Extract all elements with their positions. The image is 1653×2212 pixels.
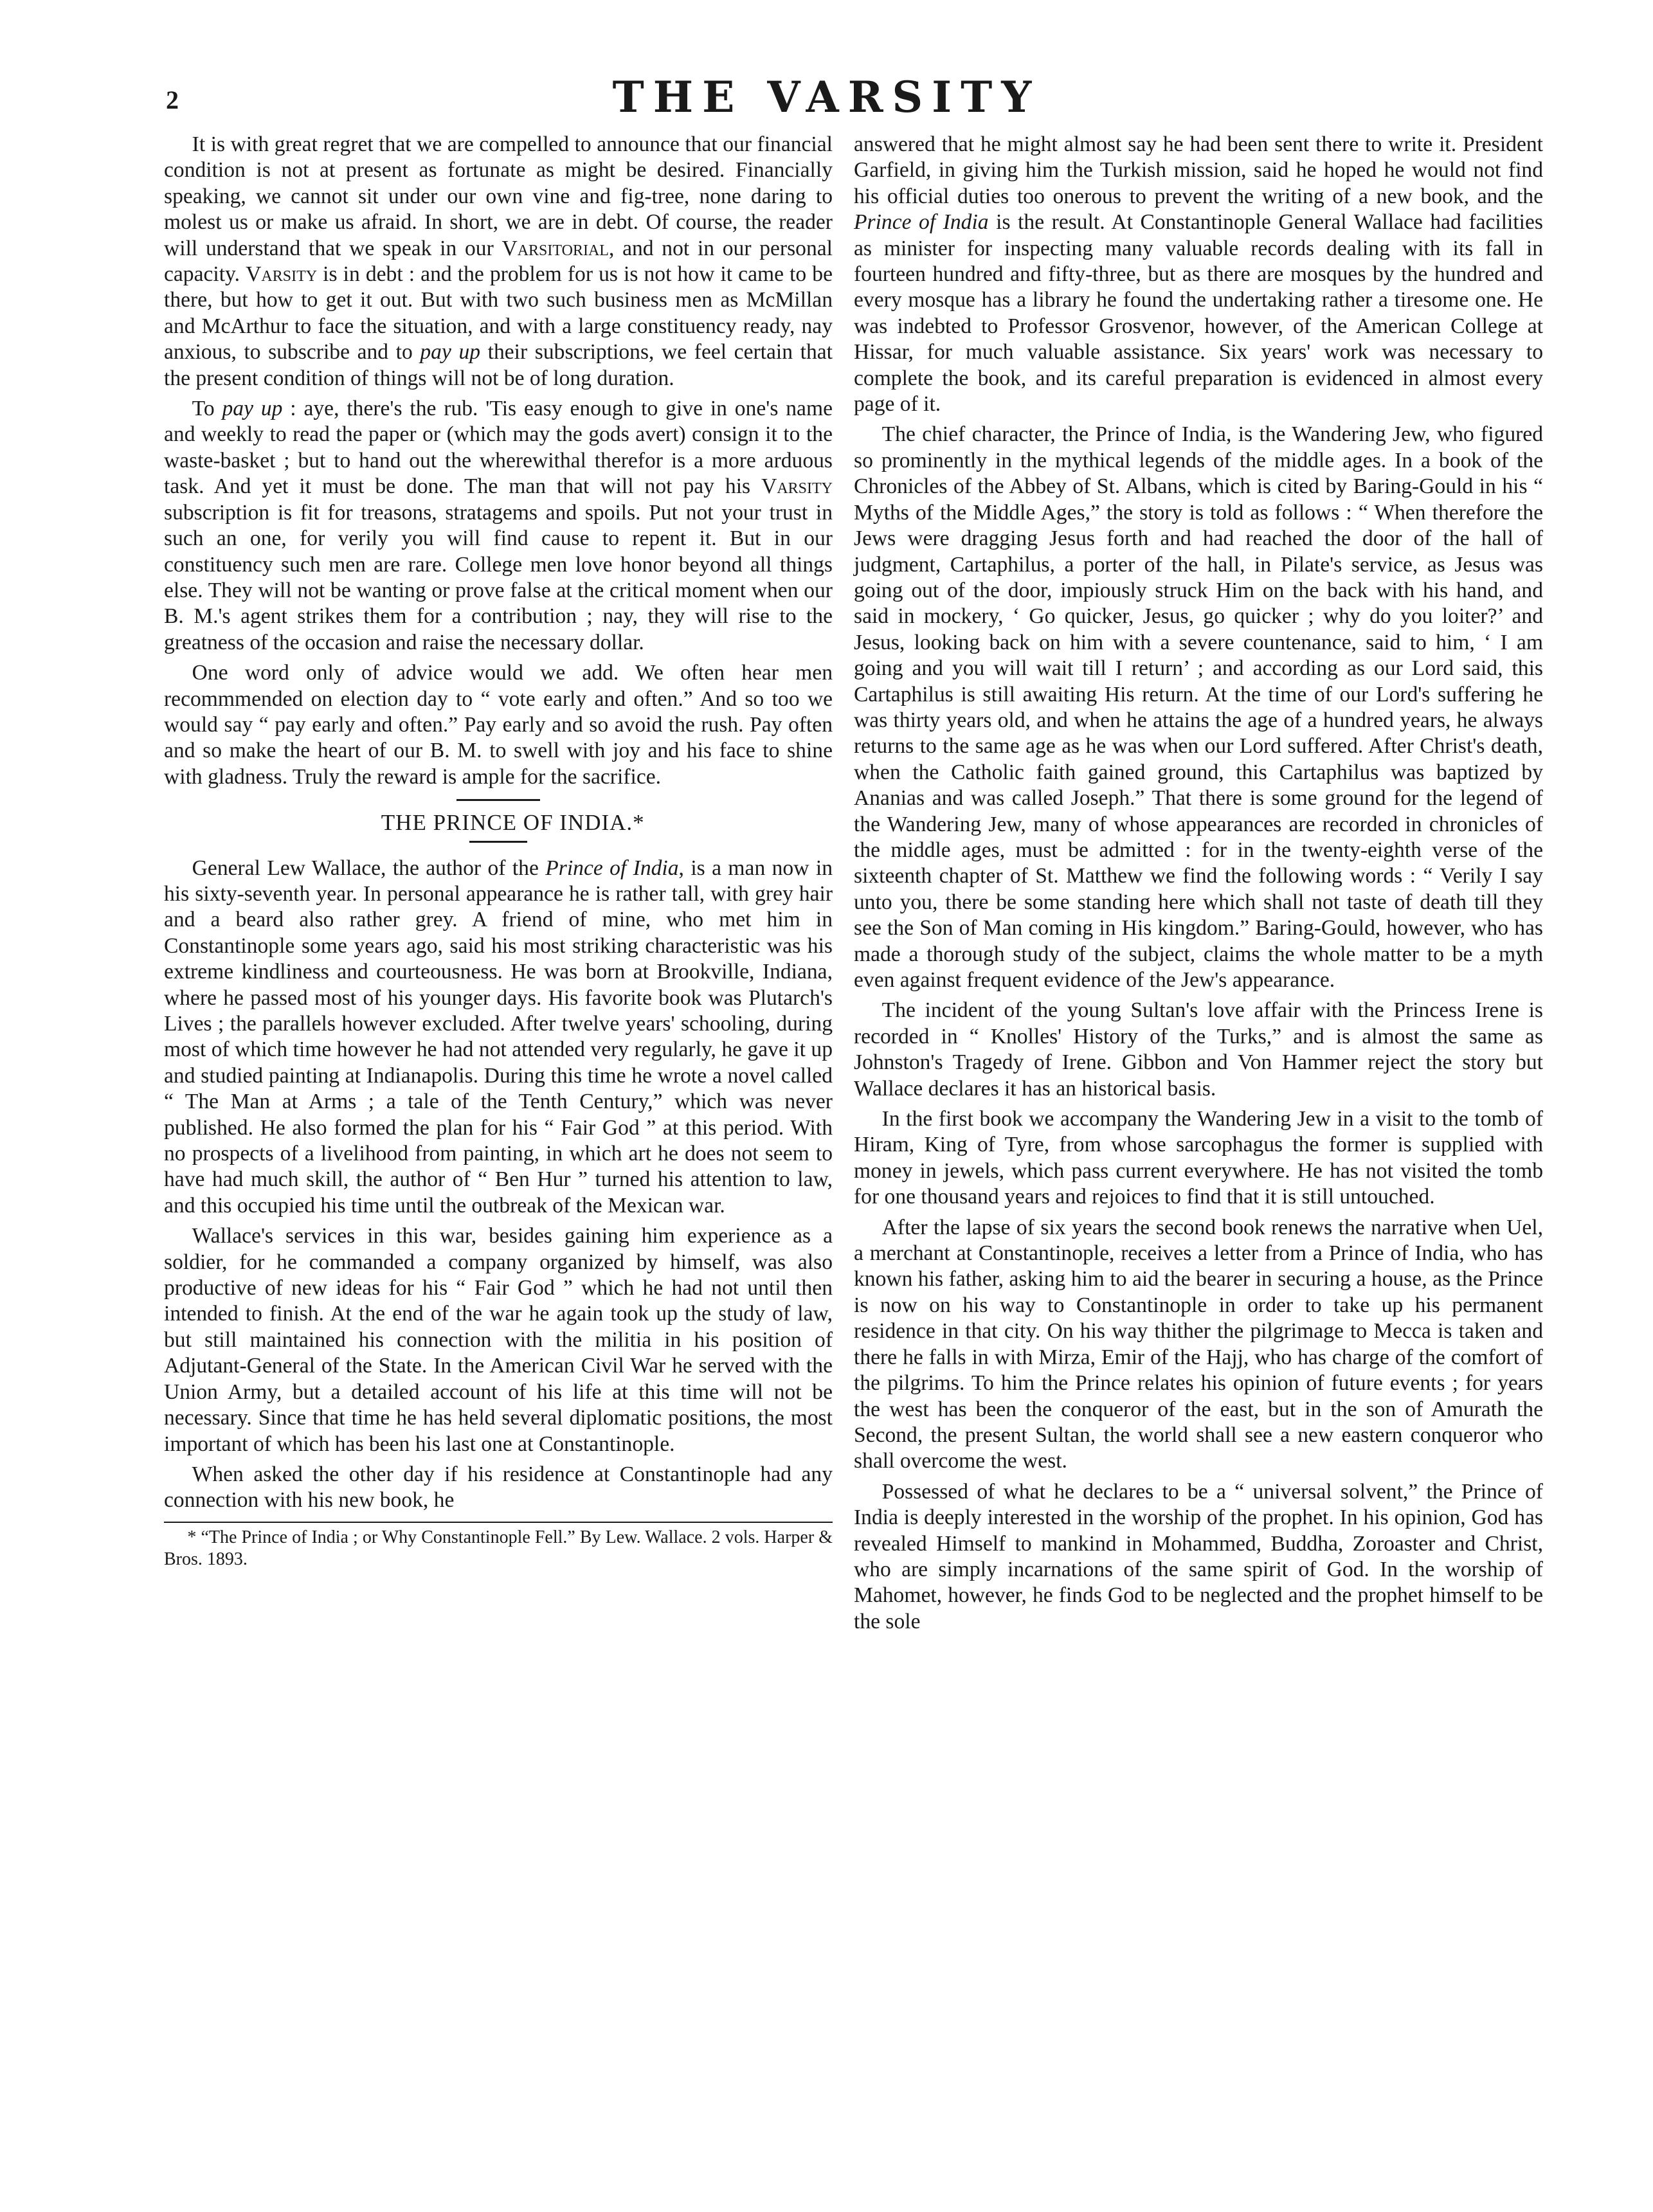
paragraph-wandering-jew: The chief character, the Prince of India, is the Wandering Jew, who figured so prominently in the mythical legends of the middle ages. In a book of the Chronicles of the Abbey of St. Albans, which is cited by Baring-Gould in his “ Myths of the Middle Ages,” the story is told as follows : “ When therefore the Jews were dragging Jesus forth and had reached the door of the hall of judgment, Cartaphilus, a porter of the hall, in Pilate's service, as Jesus was going out of the door, impiously struck Him on the back with his hand, and said in mockery, ‘ Go quicker, Jesus, go quicker ; why do you loiter?’ and Jesus, looking back on him with a severe countenance, said to him, ‘ I am going and you will wait till I return’ ; and according as our Lord said, this Cartaphilus is still awaiting His return. At the time of our Lord's suffering he was thirty years old, and when he attains the age of a hundred years, he always returns to the same age as he was when our Lord suffered. After Christ's death, when the Catholic faith gained ground, this Cartaphilus was baptized by Ananias and was called Joseph.” That there is some ground for the legend of the Wandering Jew, many of whose appearances are recorded in chronicles of the middle ages, must be admitted : for in the twenty-eighth verse of the sixteenth chapter of St. Matthew we find the following words : “ Verily I say unto you, there be some standing here which shall not taste of death till they see the Son of Man coming in His kingdom.” Baring-Gould, however, who has made a thorough study of the subject, claims the whole matter to be a myth even against frequent evidence of the Jew's appearance.: [854, 422, 1543, 992]
article-title: THE PRINCE OF INDIA.*: [381, 810, 645, 836]
paragraph-universal-solvent: Possessed of what he declares to be a “ universal solvent,” the Prince of India is deeply interested in the worship of the prophet. In his opinion, God has revealed Himself to mankind in Mohammed, Buddha, Zoroaster and Christ, who are simply incarnations of the same spirit of God. In the worship of Mahomet, however, he finds God to be neglected and the prophet himself to be the sole: [854, 1479, 1543, 1633]
left-column: [164, 132, 833, 1575]
section-divider: [456, 799, 540, 801]
paragraph-princess-irene: The incident of the young Sultan's love affair with the Princess Irene is recorded in “ Knolles' History of the Turks,” and is almost the same as Johnston's Tragedy of Irene. Gibbon and Von Hammer reject the story but Wallace declares it has an historical basis.: [854, 998, 1543, 1101]
masthead-title: THE VARSITY: [612, 72, 1041, 122]
footnote: * “The Prince of India ; or Why Constantinople Fell.” By Lew. Wallace. 2 vols. Harper & Bros. 1893.: [164, 1527, 833, 1569]
title-underline: [469, 841, 527, 843]
paragraph-residence: When asked the other day if his residence at Constantinople had any connection with his new book, he: [164, 1462, 833, 1513]
paragraph-continued: answered that he might almost say he had been sent there to write it. President Garfield, in giving him the Turkish mission, said he hoped he would not find his official duties too onerous to prevent the writing of a new book, and the Prince of India is the result. At Constantinople General Wallace had facilities as minister for inspecting many valuable records dealing with its fall in fourteen hundred and fifty-three, but as there are mosques by the hundred and every mosque has a library he found the undertaking rather a tiresome one. He was indebted to Professor Grosvenor, however, of the American College at Hissar, for much valuable assistance. Six years' work was necessary to complete the book, and its careful preparation is evidenced in almost every page of it.: [854, 132, 1543, 417]
right-column: [854, 132, 1543, 1639]
footnote-divider: [164, 1522, 833, 1523]
page-header: [0, 0, 1653, 135]
page-number: 2: [166, 85, 179, 114]
paragraph-mexican-war: Wallace's services in this war, besides gaining him experience as a soldier, for he commanded a company organized by himself, was also productive of new ideas for his “ Fair God ” which he had not until then intended to finish. At the end of the war he again took up the study of law, but still maintained his connection with the militia in his position of Adjutant-General of the State. In the American Civil War he served with the Union Army, but a detailed account of his life at this time will not be necessary. Since that time he has held several diplomatic positions, the most important of which has been his last one at Constantinople.: [164, 1224, 833, 1456]
paragraph-advice: One word only of advice would we add. We often hear men recommmended on election day to “ vote early and often.” And so too we would say “ pay early and often.” Pay early and so avoid the rush. Pay often and so make the heart of our B. M. to swell with joy and his face to shine with gladness. Truly the reward is ample for the sacrifice.: [164, 661, 833, 789]
paragraph-second-book: After the lapse of six years the second book renews the narrative when Uel, a merchant at Constantinople, receives a letter from a Prince of India, who has known his father, asking him to aid the bearer in securing a house, as the Prince is now on his way to Constantinople in order to take up his permanent residence in that city. On his way thither the pilgrimage to Mecca is taken and there he falls in with Mirza, Emir of the Hajj, who has charge of the comfort of the pilgrims. To him the Prince relates his opinion of future events ; for years the west has been the conqueror of the east, but in the son of Amurath the Second, the present Sultan, the world shall see a new eastern conqueror who shall overcome the west.: [854, 1215, 1543, 1473]
paragraph-wallace-bio: General Lew Wallace, the author of the Prince of India, is a man now in his sixty-seventh year. In personal appearance he is rather tall, with grey hair and a beard also rather grey. A friend of mine, who met him in Constantinople some years ago, said his most striking characteristic was his extreme kindliness and courteousness. He was born at Brookville, Indiana, where he passed most of his younger days. His favorite book was Plutarch's Lives ; the parallels however excluded. After twelve years' schooling, during most of which time however he had not attended very regularly, he gave it up and studied painting at Indianapolis. During this time he wrote a novel called “ The Man at Arms ; a tale of the Tenth Century,” which was never published. He also formed the plan for his “ Fair God ” at this period. With no prospects of a livelihood from painting, in which art he does not seem to have had much skill, the author of “ Ben Hur ” turned his attention to law, and this occupied his time until the outbreak of the Mexican war.: [164, 856, 833, 1218]
paragraph-pay-up: To pay up : aye, there's the rub. 'Tis easy enough to give in one's name and weekly to read the paper or (which may the gods avert) consign it to the waste-basket ; but to hand out the wherewithal therefor is a more arduous task. And yet it must be done. The man that will not pay his Varsity subscription is fit for treasons, stratagems and spoils. Put not your trust in such an one, for verily you will find cause to repent it. But in our constituency such men are rare. College men love honor beyond all things else. They will not be wanting or prove false at the critical moment when our B. M.'s agent strikes them for a contribution ; nay, they will rise to the greatness of the occasion and raise the necessary dollar.: [164, 397, 833, 654]
paragraph-first-book: In the first book we accompany the Wandering Jew in a visit to the tomb of Hiram, King of Tyre, from whose sarcophagus the former is supplied with money in jewels, which pass current everywhere. He has not visited the tomb for one thousand years and rejoices to find that it is still untouched.: [854, 1107, 1543, 1209]
paragraph-financial-condition: It is with great regret that we are compelled to announce that our financial condition is not at present as fortunate as might be desired. Financially speaking, we cannot sit under our own vine and fig-tree, none daring to molest us or make us afraid. In short, we are in debt. Of course, the reader will understand that we speak in our Varsitorial, and not in our personal capacity. Varsity is in debt : and the problem for us is not how it came to be there, but how to get it out. But with two such business men as McMillan and McArthur to face the situation, and with a large constituency ready, nay anxious, to subscribe and to pay up their subscriptions, we feel certain that the present condition of things will not be of long duration.: [164, 132, 833, 390]
